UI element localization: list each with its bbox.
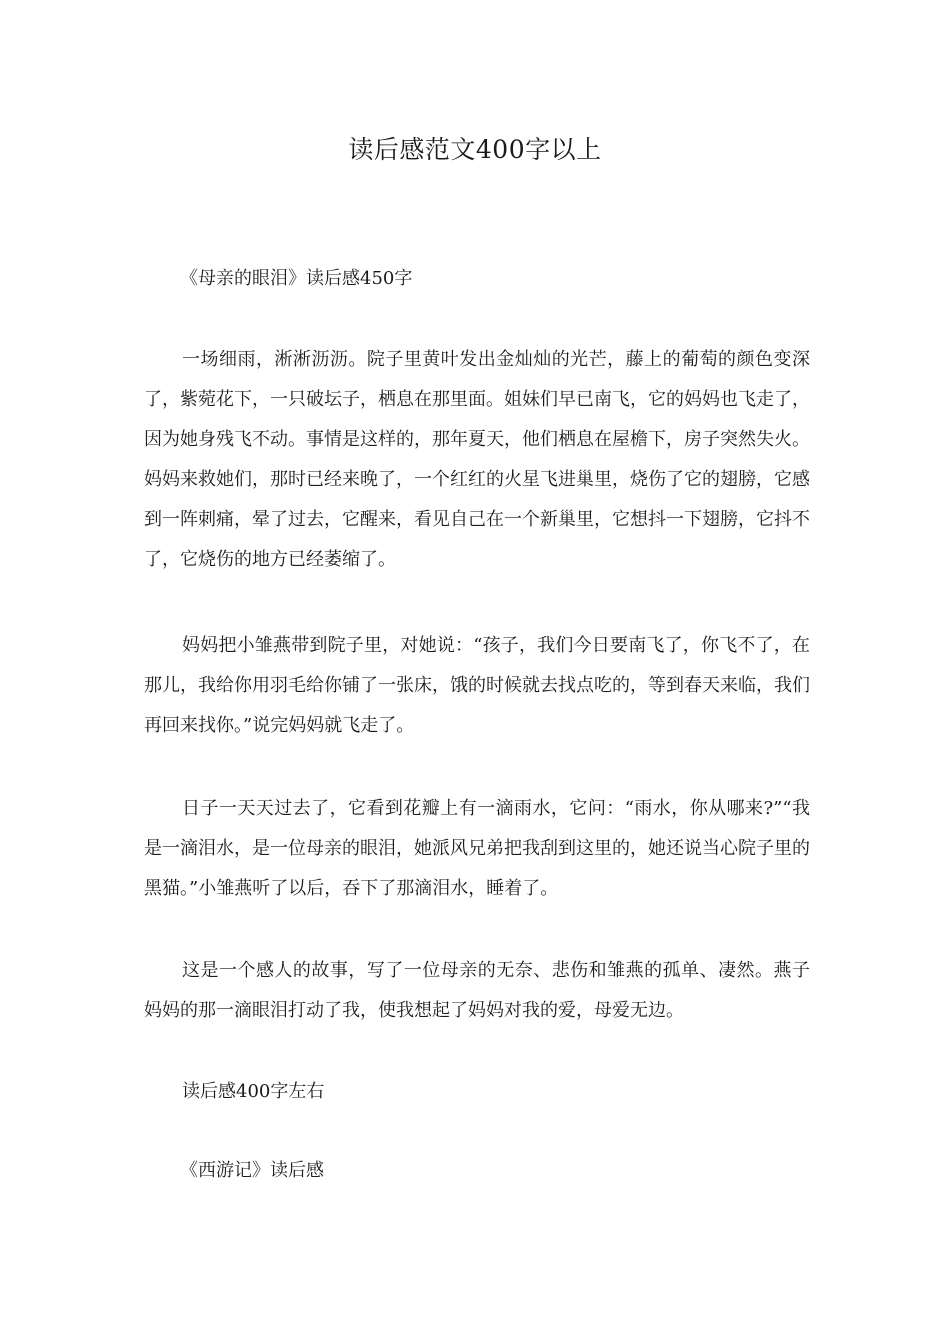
paragraph: 一场细雨，淅淅沥沥。院子里黄叶发出金灿灿的光芒，藤上的葡萄的颜色变深了，紫菀花下，一只破坛子，栖息在那里面。姐妹们早已南飞，它的妈妈也飞走了，因为她身残飞不动。事情是这样的，那年夏天，他们栖息在屋檐下，房子突然失火。妈妈来救她们，那时已经来晚了，一个红红的火星飞进巢里，烧伤了它的翅膀，它感到一阵刺痛，晕了过去，它醒来，看见自己在一个新巢里，它想抖一下翅膀，它抖不了，它烧伤的地方已经萎缩了。	[144, 349, 810, 570]
paragraph: 妈妈把小雏燕带到院子里，对她说：“孩子，我们今日要南飞了，你飞不了，在那儿，我给你用羽毛给你铺了一张床，饿的时候就去找点吃的，等到春天来临，我们再回来找你。”说完妈妈就飞走了。	[144, 635, 810, 736]
paragraph: 日子一天天过去了，它看到花瓣上有一滴雨水，它问：“雨水，你从哪来?”“我是一滴泪水，是一位母亲的眼泪，她派风兄弟把我刮到这里的，她还说当心院子里的黑猫。”小雏燕听了以后，吞下了那滴泪水，睡着了。	[144, 798, 810, 899]
document-title: 读后感范文400字以上	[348, 135, 602, 164]
section-heading: 读后感400字左右	[182, 1081, 325, 1102]
section-heading: 《母亲的眼泪》读后感450字	[180, 268, 413, 289]
paragraph: 这是一个感人的故事，写了一位母亲的无奈、悲伤和雏燕的孤单、凄然。燕子妈妈的那一滴眼泪打动了我，使我想起了妈妈对我的爱，母爱无边。	[144, 960, 810, 1021]
section-subheading: 《西游记》读后感	[180, 1160, 324, 1181]
